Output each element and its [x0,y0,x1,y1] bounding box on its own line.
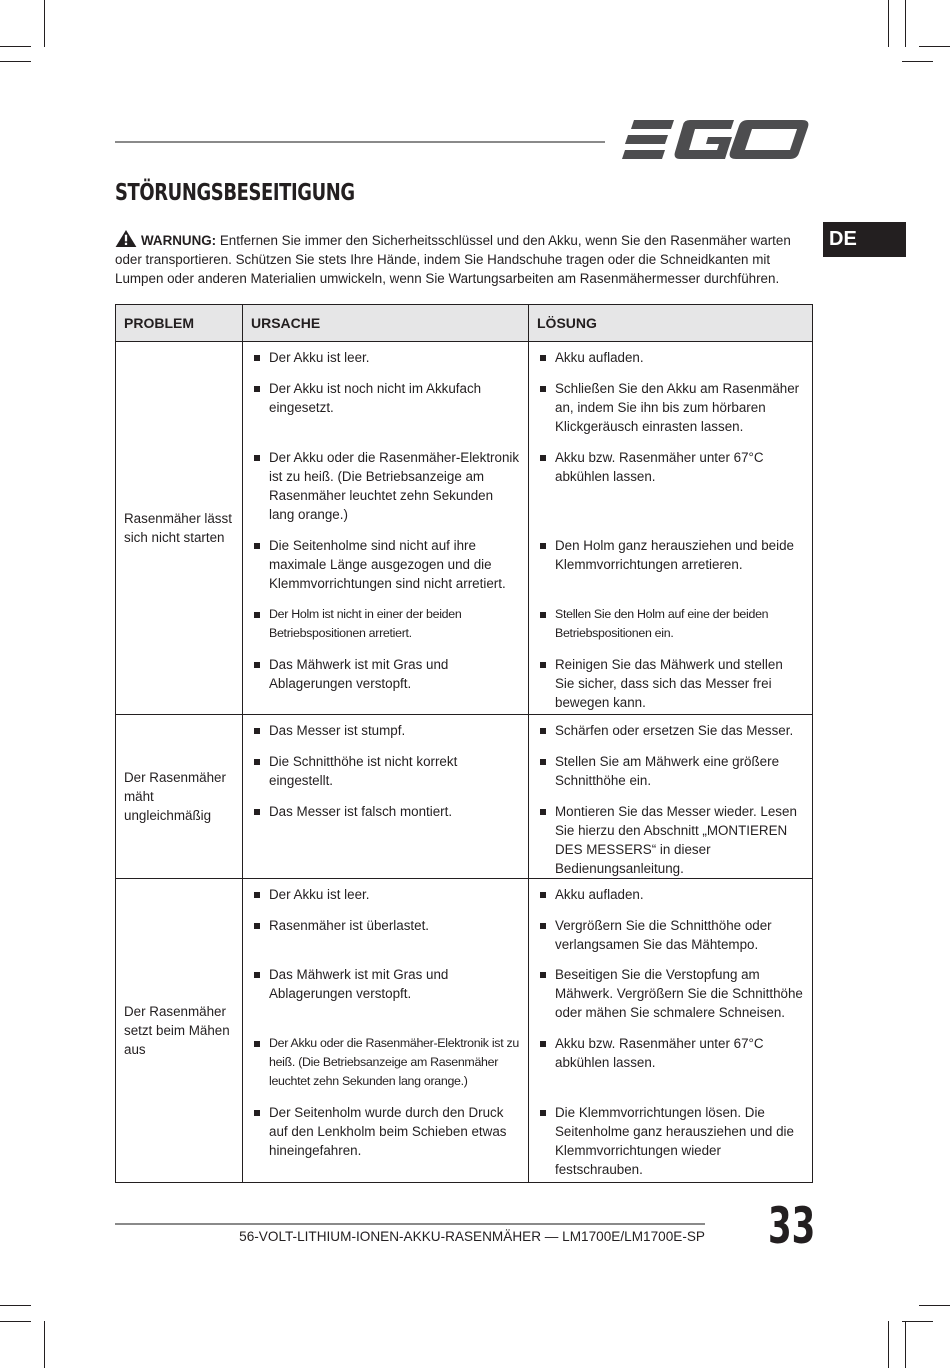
solution-item: Den Holm ganz herausziehen und beide Klemmvorrichtungen arretieren. [539,536,804,605]
crop-mark [44,0,45,47]
crop-mark [902,1321,933,1322]
solution-item: Akku bzw. Rasenmäher unter 67°C abkühlen lassen. [539,448,804,536]
crop-mark [919,46,950,47]
crop-mark [888,1321,889,1368]
ego-logo [622,119,810,161]
solution-item: Akku aufladen. [539,885,804,916]
cause-item: Der Akku ist leer. [253,885,520,916]
crop-mark [0,46,31,47]
solution-item: Stellen Sie den Holm auf eine der beiden Betriebspositionen ein. [539,605,804,655]
cause-cell [243,879,529,1183]
cause-item: Das Messer ist stumpf. [253,721,520,752]
table-row [116,715,813,879]
table-row [116,879,813,1183]
crop-mark [905,1321,906,1368]
cause-item: Der Akku ist noch nicht im Akkufach eingesetzt. [253,379,520,448]
solution-item: Die Klemmvorrichtungen lösen. Die Seitenholme ganz herausziehen und die Klemmvorrichtungen wieder festschrauben. [539,1103,804,1179]
header-rule [115,141,605,143]
warning-icon [115,230,137,247]
cause-item: Der Akku oder die Rasenmäher-Elektronik ist zu heiß. (Die Betriebsanzeige am Rasenmäher leuchtet zehn Sekunden lang orange.) [253,448,520,536]
problem-cell: Der Rasenmäher mäht ungleichmäßig [116,715,243,879]
cause-cell [243,715,529,879]
solution-item: Stellen Sie am Mähwerk eine größere Schnitthöhe ein. [539,752,804,802]
solution-item: Reinigen Sie das Mähwerk und stellen Sie sicher, dass sich das Messer frei bewegen kann. [539,655,804,712]
crop-mark [888,0,889,47]
solution-item: Montieren Sie das Messer wieder. Lesen Sie hierzu den Abschnitt „MONTIEREN DES MESSERS“ in dieser Bedienungsanleitung. [539,802,804,878]
cause-item: Die Seitenholme sind nicht auf ihre maximale Länge ausgezogen und die Klemmvorrichtungen sind nicht arretiert. [253,536,520,605]
solution-cell [529,342,813,715]
cause-item: Das Mähwerk ist mit Gras und Ablagerungen verstopft. [253,965,520,1034]
header-solution: LÖSUNG [529,305,813,342]
solution-item: Schließen Sie den Akku am Rasenmäher an, indem Sie ihn bis zum hörbaren Klickgeräusch einrasten lassen. [539,379,804,448]
solution-item: Vergrößern Sie die Schnitthöhe oder verlangsamen Sie das Mähtempo. [539,916,804,965]
problem-cell: Der Rasenmäher setzt beim Mähen aus [116,879,243,1183]
crop-mark [0,1305,31,1306]
footer-rule [115,1223,705,1225]
footer-product-line: 56-VOLT-LITHIUM-IONEN-AKKU-RASENMÄHER — LM1700E/LM1700E-SP [239,1229,705,1244]
warning-notice [115,230,815,288]
solution-item: Schärfen oder ersetzen Sie das Messer. [539,721,804,752]
crop-mark [902,61,933,62]
cause-item: Die Schnitthöhe ist nicht korrekt eingestellt. [253,752,520,802]
solution-item: Akku aufladen. [539,348,804,379]
solution-cell [529,715,813,879]
cause-item: Der Seitenholm wurde durch den Druck auf den Lenkholm beim Schieben etwas hineingefahren. [253,1103,520,1160]
cause-item: Der Holm ist nicht in einer der beiden Betriebspositionen arretiert. [253,605,520,655]
cause-cell [243,342,529,715]
page-number: 33 [768,1197,816,1255]
table-row [116,342,813,715]
header-problem: PROBLEM [116,305,243,342]
cause-item: Der Akku ist leer. [253,348,520,379]
solution-item: Akku bzw. Rasenmäher unter 67°C abkühlen lassen. [539,1034,804,1103]
solution-item: Beseitigen Sie die Verstopfung am Mähwerk. Vergrößern Sie die Schnitthöhe oder mähen Sie schmalere Schneisen. [539,965,804,1034]
crop-mark [0,61,31,62]
crop-mark [0,1321,31,1322]
crop-mark [905,0,906,47]
warning-text: Entfernen Sie immer den Sicherheitsschlüssel und den Akku, wenn Sie den Rasenmäher warten oder transportieren. Schützen Sie stets Ihre Hände, indem Sie Handschuhe tragen oder die Schneidkanten mit Lumpen oder anderen Materialien umwickeln, wenn Sie Wartungsarbeiten am Rasenmähermesser durchführen. [115,233,791,286]
crop-mark [44,1321,45,1368]
section-title: STÖRUNGSBESEITIGUNG [115,180,355,206]
table-header-row [116,305,813,342]
cause-item: Das Messer ist falsch montiert. [253,802,520,821]
crop-mark [919,1305,950,1306]
cause-item: Der Akku oder die Rasenmäher-Elektronik ist zu heiß. (Die Betriebsanzeige am Rasenmäher leuchtet zehn Sekunden lang orange.) [253,1034,520,1103]
header-cause: URSACHE [243,305,529,342]
language-tab: DE [823,222,906,257]
cause-item: Rasenmäher ist überlastet. [253,916,520,965]
cause-item: Das Mähwerk ist mit Gras und Ablagerungen verstopft. [253,655,520,693]
warning-label: WARNUNG: [141,233,217,248]
troubleshooting-table [115,304,813,1183]
problem-cell: Rasenmäher lässt sich nicht starten [116,342,243,715]
solution-cell [529,879,813,1183]
